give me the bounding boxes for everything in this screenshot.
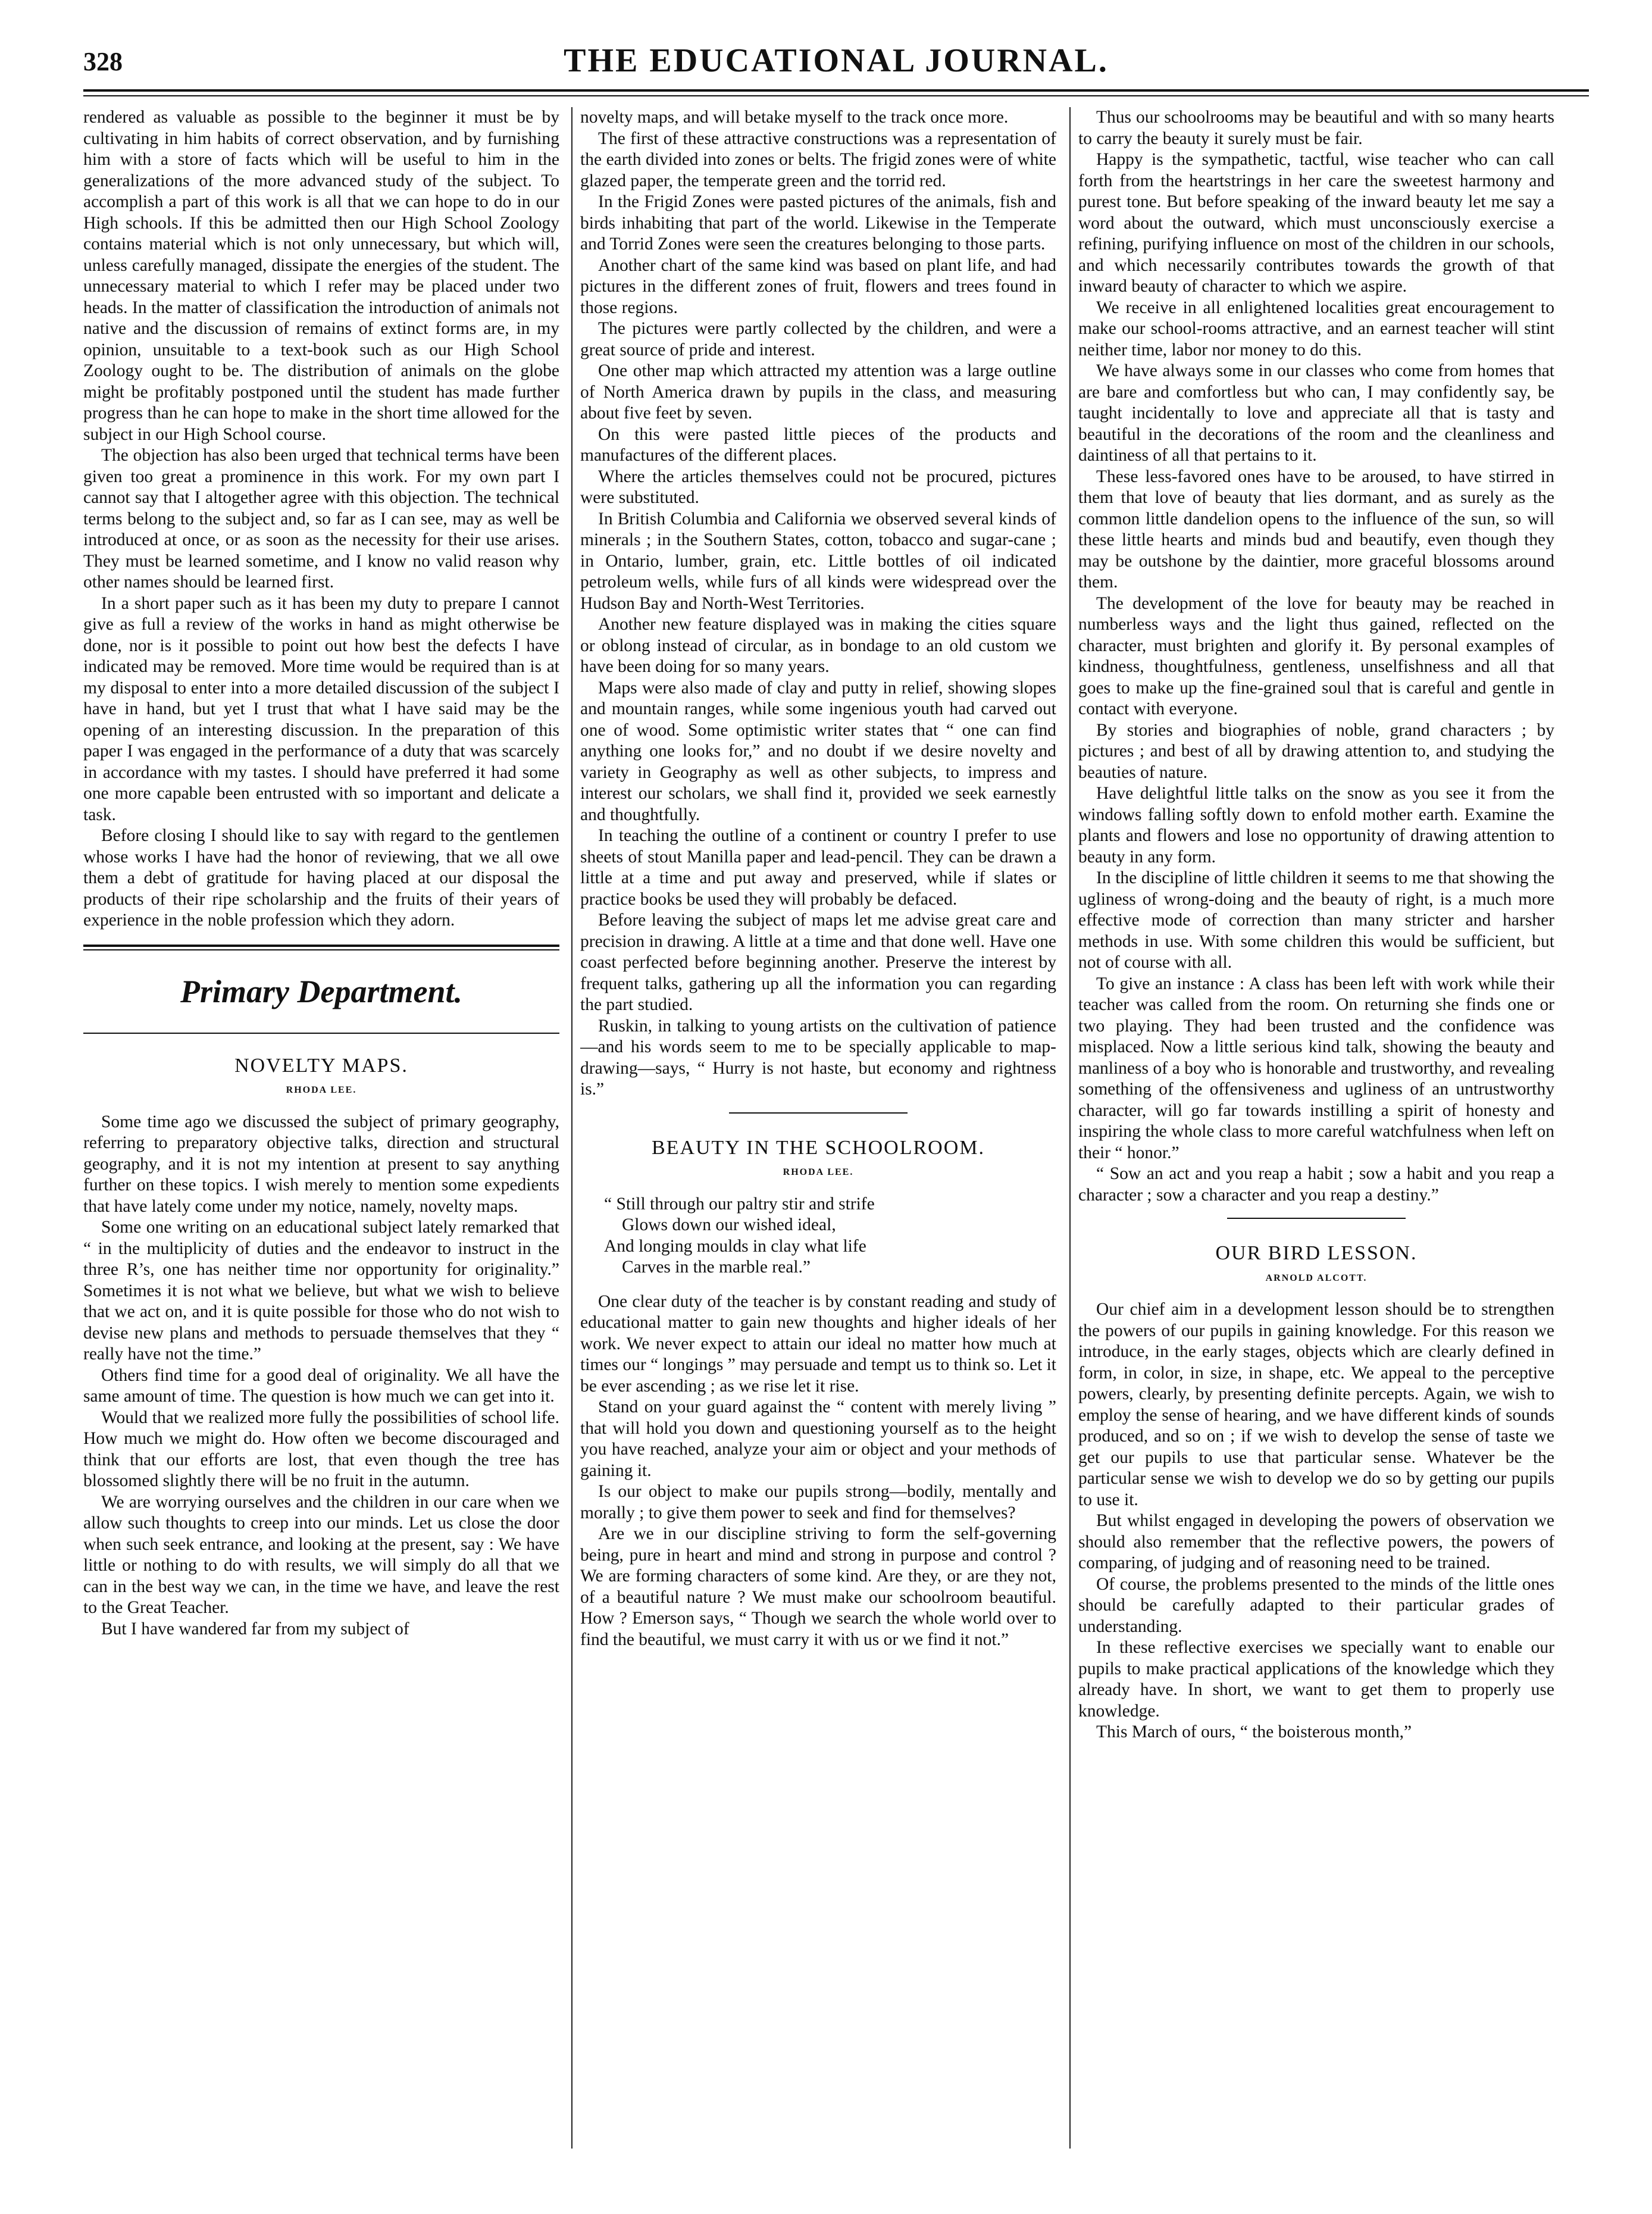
paragraph: Another chart of the same kind was based on plant life, and had pictures in the different zones of fruit, flowers and trees found in those regions. (580, 255, 1056, 317)
article-byline: RHODA LEE. (783, 1167, 854, 1177)
paragraph: In the Frigid Zones were pasted pictures of the animals, fish and birds inhabiting that part of the world. Likewise in the Temperate and Torrid Zones were seen the creatures belonging to those parts. (580, 192, 1056, 254)
paragraph: The development of the love for beauty may be reached in numberless ways and the light thus gained, reflected on the character, must brighten and glorify it. By personal examples of kindness, thoughtfulness, gentleness, unselfishness and all that goes to make up the fine-grained soul that is careful and gentle in contact with everyone. (1078, 593, 1554, 718)
paragraph: Of course, the problems presented to the minds of the little ones should be carefully adapted to their particular grades of understanding. (1078, 1574, 1554, 1636)
paragraph: Thus our schoolrooms may be beautiful and with so many hearts to carry the beauty it surely must be fair. (1078, 108, 1554, 148)
poem-line: Glows down our wished ideal, (622, 1215, 836, 1234)
article-title: BEAUTY IN THE SCHOOLROOM. (652, 1136, 985, 1159)
poem-line: Carves in the marble real.” (622, 1258, 811, 1277)
paragraph: Would that we realized more fully the possibilities of school life. How much we might do. How often we become discouraged and think that our efforts are lost, that even though the tree has blossomed slightly there will be no fruit in the autumn. (83, 1408, 559, 1490)
paragraph: Ruskin, in talking to young artists on the cultivation of patience—and his words seem to me to be specially applicable to map-drawing—says, “ Hurry is not haste, but economy and rightness is.” (580, 1016, 1056, 1099)
column-divider (571, 107, 572, 2149)
paragraph: The first of these attractive constructions was a representation of the earth divided into zones or belts. The frigid zones were of white glazed paper, the temperate green and the torrid red. (580, 129, 1056, 190)
paragraph: Maps were also made of clay and putty in relief, showing slopes and mountain ranges, while some ingenious youth had carved out one of wood. Some optimistic writer states that “ one can find anything one looks for,” and no doubt if we desire novelty and variety in Geography as well as other subjects, to impress and interest our scholars, we shall find it, provided we seek earnestly and thoughtfully. (580, 678, 1056, 824)
article-byline: ARNOLD ALCOTT. (1265, 1272, 1368, 1283)
article-title: OUR BIRD LESSON. (1215, 1242, 1418, 1264)
paragraph: The objection has also been urged that technical terms have been given too great a prominence in this work. For my own part I cannot say that I altogether agree with this objection. The technical terms belong to the subject and, so far as I can see, may as well be introduced at once, or as soon as the necessity for their use arises. They must be learned sometime, and I know no valid reason why other names should be learned first. (83, 446, 559, 592)
section-rule (83, 945, 559, 947)
column-2 (580, 107, 1056, 2149)
paragraph: Another new feature displayed was in making the cities square or oblong instead of circular, as in bondage to an old custom we have been doing for so many years. (580, 615, 1056, 676)
article-separator (1227, 1218, 1406, 1219)
paragraph: By stories and biographies of noble, grand characters ; by pictures ; and best of all by drawing attention to, and studying the beauties of nature. (1078, 720, 1554, 782)
journal-title: THE EDUCATIONAL JOURNAL. (564, 42, 1109, 79)
paragraph: Before closing I should like to say with regard to the gentlemen whose works I have had the honor of reviewing, that we all owe them a debt of gratitude for having placed at our disposal the products of their ripe scholarship and the fruits of their years of experience in the noble profession which they adorn. (83, 826, 559, 930)
paragraph: In the discipline of little children it seems to me that showing the ugliness of wrong-doing and the beauty of right, is a much more effective mode of correction than many stricter and harsher methods in use. With some children this would be sufficient, but not of course with all. (1078, 868, 1554, 972)
paragraph: We have always some in our classes who come from homes that are bare and comfortless but who can, I may confidently say, be taught incidentally to love and appreciate all that is tasty and beautiful in the decorations of the room and the cleanliness and daintiness of all that pertains to it. (1078, 361, 1554, 465)
paragraph: Are we in our discipline striving to form the self-governing being, pure in heart and mind and strong in purpose and control ? We are forming characters of some kind. Are they, or are they not, of a beautiful nature ? We must make our schoolroom beautiful. How ? Emerson says, “ Though we search the whole world over to find the beautiful, we must carry it with us or we find it not.” (580, 1524, 1056, 1649)
section-rule-thin (83, 1033, 559, 1034)
header-rule (83, 89, 1589, 92)
paragraph: But whilst engaged in developing the powers of observation we should also remember that the reflective powers, the powers of comparing, of judging and of reasoning need to be trained. (1078, 1511, 1554, 1572)
paragraph: Stand on your guard against the “ content with merely living ” that will hold you down and questioning yourself as to the height you have reached, analyze your aim or object and your methods of gaining it. (580, 1397, 1056, 1480)
paragraph: In a short paper such as it has been my duty to prepare I cannot give as full a review of the works in hand as might otherwise be done, nor is it possible to point out how best the defects I have indicated may be removed. More time would be required than is at my disposal to enter into a more detailed discussion of the subject I have in hand, but yet I trust that what I have said may be the opening of an interesting discussion. In the preparation of this paper I was engaged in the performance of a duty that was scarcely in accordance with my tastes. I should have preferred it had some one more capable been entrusted with so important and delicate a task. (83, 593, 559, 824)
paragraph: Some time ago we discussed the subject of primary geography, referring to preparatory objective talks, direction and structural geography, and it is not my intention at present to say anything further on these topics. I wish merely to mention some expedients that have lately come under my notice, namely, novelty maps. (83, 1112, 559, 1216)
paragraph: novelty maps, and will betake myself to the track once more. (580, 108, 1009, 127)
paragraph: To give an instance : A class has been left with work while their teacher was called from the room. On returning she finds one or two playing. They had been trusted and the confidence was misplaced. Now a little serious kind talk, showing the beauty and manliness of a boy who is honorable and trustworthy, and revealing something of the offensiveness and ugliness of an untrustworthy character, will go far towards instilling a spirit of honesty and inspiring the whole class to more careful watchfulness when left on their “ honor.” (1078, 974, 1554, 1162)
article-separator (729, 1112, 908, 1114)
page-number: 328 (83, 47, 123, 76)
paragraph: Others find time for a good deal of originality. We all have the same amount of time. The question is how much we can get into it. (83, 1365, 559, 1406)
paragraph: In teaching the outline of a continent or country I prefer to use sheets of stout Manilla paper and lead-pencil. They can be drawn a little at a time and put away and preserved, while if slates or practice books be used they will probably be defaced. (580, 826, 1056, 909)
paragraph: Where the articles themselves could not be procured, pictures were substituted. (580, 467, 1056, 507)
column-divider (1069, 107, 1071, 2149)
paragraph: Have delightful little talks on the snow as you see it from the windows falling softly down to enfold mother earth. Examine the plants and flowers and lose no opportunity of drawing attention to beauty in any form. (1078, 784, 1554, 867)
paragraph: One other map which attracted my attention was a large outline of North America drawn by pupils in the class, and measuring about five feet by seven. (580, 361, 1056, 423)
section-rule-thin (83, 949, 559, 950)
paragraph: One clear duty of the teacher is by constant reading and study of educational matter to gain new thoughts and higher ideals of her work. We never expect to attain our ideal no matter how much at times our “ longings ” may persuade and tempt us to think so. Let it be ever ascending ; as we rise let it rise. (580, 1292, 1056, 1396)
paragraph: The pictures were partly collected by the children, and were a great source of pride and interest. (580, 319, 1056, 359)
paragraph: In British Columbia and California we observed several kinds of minerals ; in the Southern States, cotton, tobacco and sugar-cane ; in Ontario, lumber, grain, etc. Little bottles of oil indicated petroleum wells, while furs of all kinds were widespread over the Hudson Bay and North-West Territories. (580, 509, 1056, 613)
paragraph: Our chief aim in a development lesson should be to strengthen the powers of our pupils in gaining knowledge. For this reason we introduce, in the early stages, objects which are clearly defined in form, in color, in size, in shape, etc. We appeal to the perceptive powers, clearly, by presenting definite percepts. Again, we wish to employ the sense of hearing, and we have different kinds of sounds produced, and so on ; if we wish to develop the sense of taste we get our pupils to use that particular sense. Whatever be the particular sense we wish to develop we do so by getting our pupils to use it. (1078, 1300, 1554, 1509)
paragraph: On this were pasted little pieces of the products and manufactures of the different places. (580, 424, 1056, 465)
paragraph: rendered as valuable as possible to the beginner it must be by cultivating in him habits of correct observation, and by furnishing him with a store of facts which will be useful to him in the generalizations of the more advanced study of the subject. To accomplish a part of this work is all that we can hope to do in our High schools. If this be admitted then our High School Zoology contains material which is not only unnecessary, but which will, unless carefully managed, dissipate the energies of the student. The unnecessary material to which I refer may be placed under two heads. In the matter of classification the introduction of animals not native and the discussion of remains of extinct forms are, in my opinion, unsuitable to a text-book such as our High School Zoology ought to be. The distribution of animals on the globe might be profitably postponed until the student has made further progress than he can hope to make in the short time allowed for the subject in our High School course. (83, 108, 559, 444)
paragraph: This March of ours, “ the boisterous month,” (1096, 1722, 1412, 1741)
paragraph: Is our object to make our pupils strong—bodily, mentally and morally ; to give them power to seek and find for themselves? (580, 1482, 1056, 1522)
paragraph: Happy is the sympathetic, tactful, wise teacher who can call forth from the heartstrings in her care the sweetest harmony and purest tone. But before speaking of the inward beauty let me say a word about the outward, which must unconsciously exercise a refining, purifying influence on most of the children in our schools, and which necessarily contributes towards the growth of that inward beauty of character to which we aspire. (1078, 150, 1554, 296)
header-rule-thin (83, 95, 1589, 96)
paragraph: Before leaving the subject of maps let me advise great care and precision in drawing. A little at a time and that done well. Have one coast perfected before beginning another. Preserve the interest by frequent talks, gathering up all the information you can regarding the part studied. (580, 911, 1056, 1014)
paragraph: In these reflective exercises we specially want to enable our pupils to make practical applications of the knowledge which they already have. In short, we want to get them to properly use knowledge. (1078, 1638, 1554, 1721)
column-3 (1078, 107, 1554, 2149)
page-header (83, 42, 1589, 95)
article-title: NOVELTY MAPS. (234, 1054, 408, 1077)
paragraph: Some one writing on an educational subject lately remarked that “ in the multiplicity of duties and the endeavor to instruct in the three R’s, one has neither time nor opportunity for originality.” Sometimes it is not what we believe, but what we wish to believe that we act on, and it is quite possible for those who do not wish to devise new plans and methods to persuade themselves that they “ really have not the time.” (83, 1218, 559, 1364)
department-title: Primary Department. (180, 973, 462, 1009)
paragraph: But I have wandered far from my subject of (101, 1619, 409, 1638)
article-byline: RHODA LEE. (286, 1085, 357, 1095)
paragraph: We are worrying ourselves and the children in our care when we allow such thoughts to creep into our minds. Let us close the door when such seek entrance, and looking at the present, say : We have little or nothing to do with results, we will simply do all that we can in the best way we can, in the time we have, and leave the rest to the Great Teacher. (83, 1492, 559, 1617)
poem-epigraph (604, 1194, 1056, 1278)
poem-line: “ Still through our paltry stir and strife (604, 1194, 875, 1214)
poem-line: And longing moulds in clay what life (604, 1236, 866, 1256)
paragraph: We receive in all enlightened localities great encouragement to make our school-rooms attractive, and an earnest teacher will stint neither time, labor nor money to do this. (1078, 298, 1554, 359)
column-1 (83, 107, 559, 2149)
paragraph: These less-favored ones have to be aroused, to have stirred in them that love of beauty that lies dormant, and as surely as the common little dandelion opens to the influence of the sun, so will these little hearts and minds bud and beautify, even though they may be outshone by the daintier, more graceful blossoms around them. (1078, 467, 1554, 592)
paragraph: “ Sow an act and you reap a habit ; sow a habit and you reap a character ; sow a character and you reap a destiny.” (1078, 1164, 1554, 1205)
